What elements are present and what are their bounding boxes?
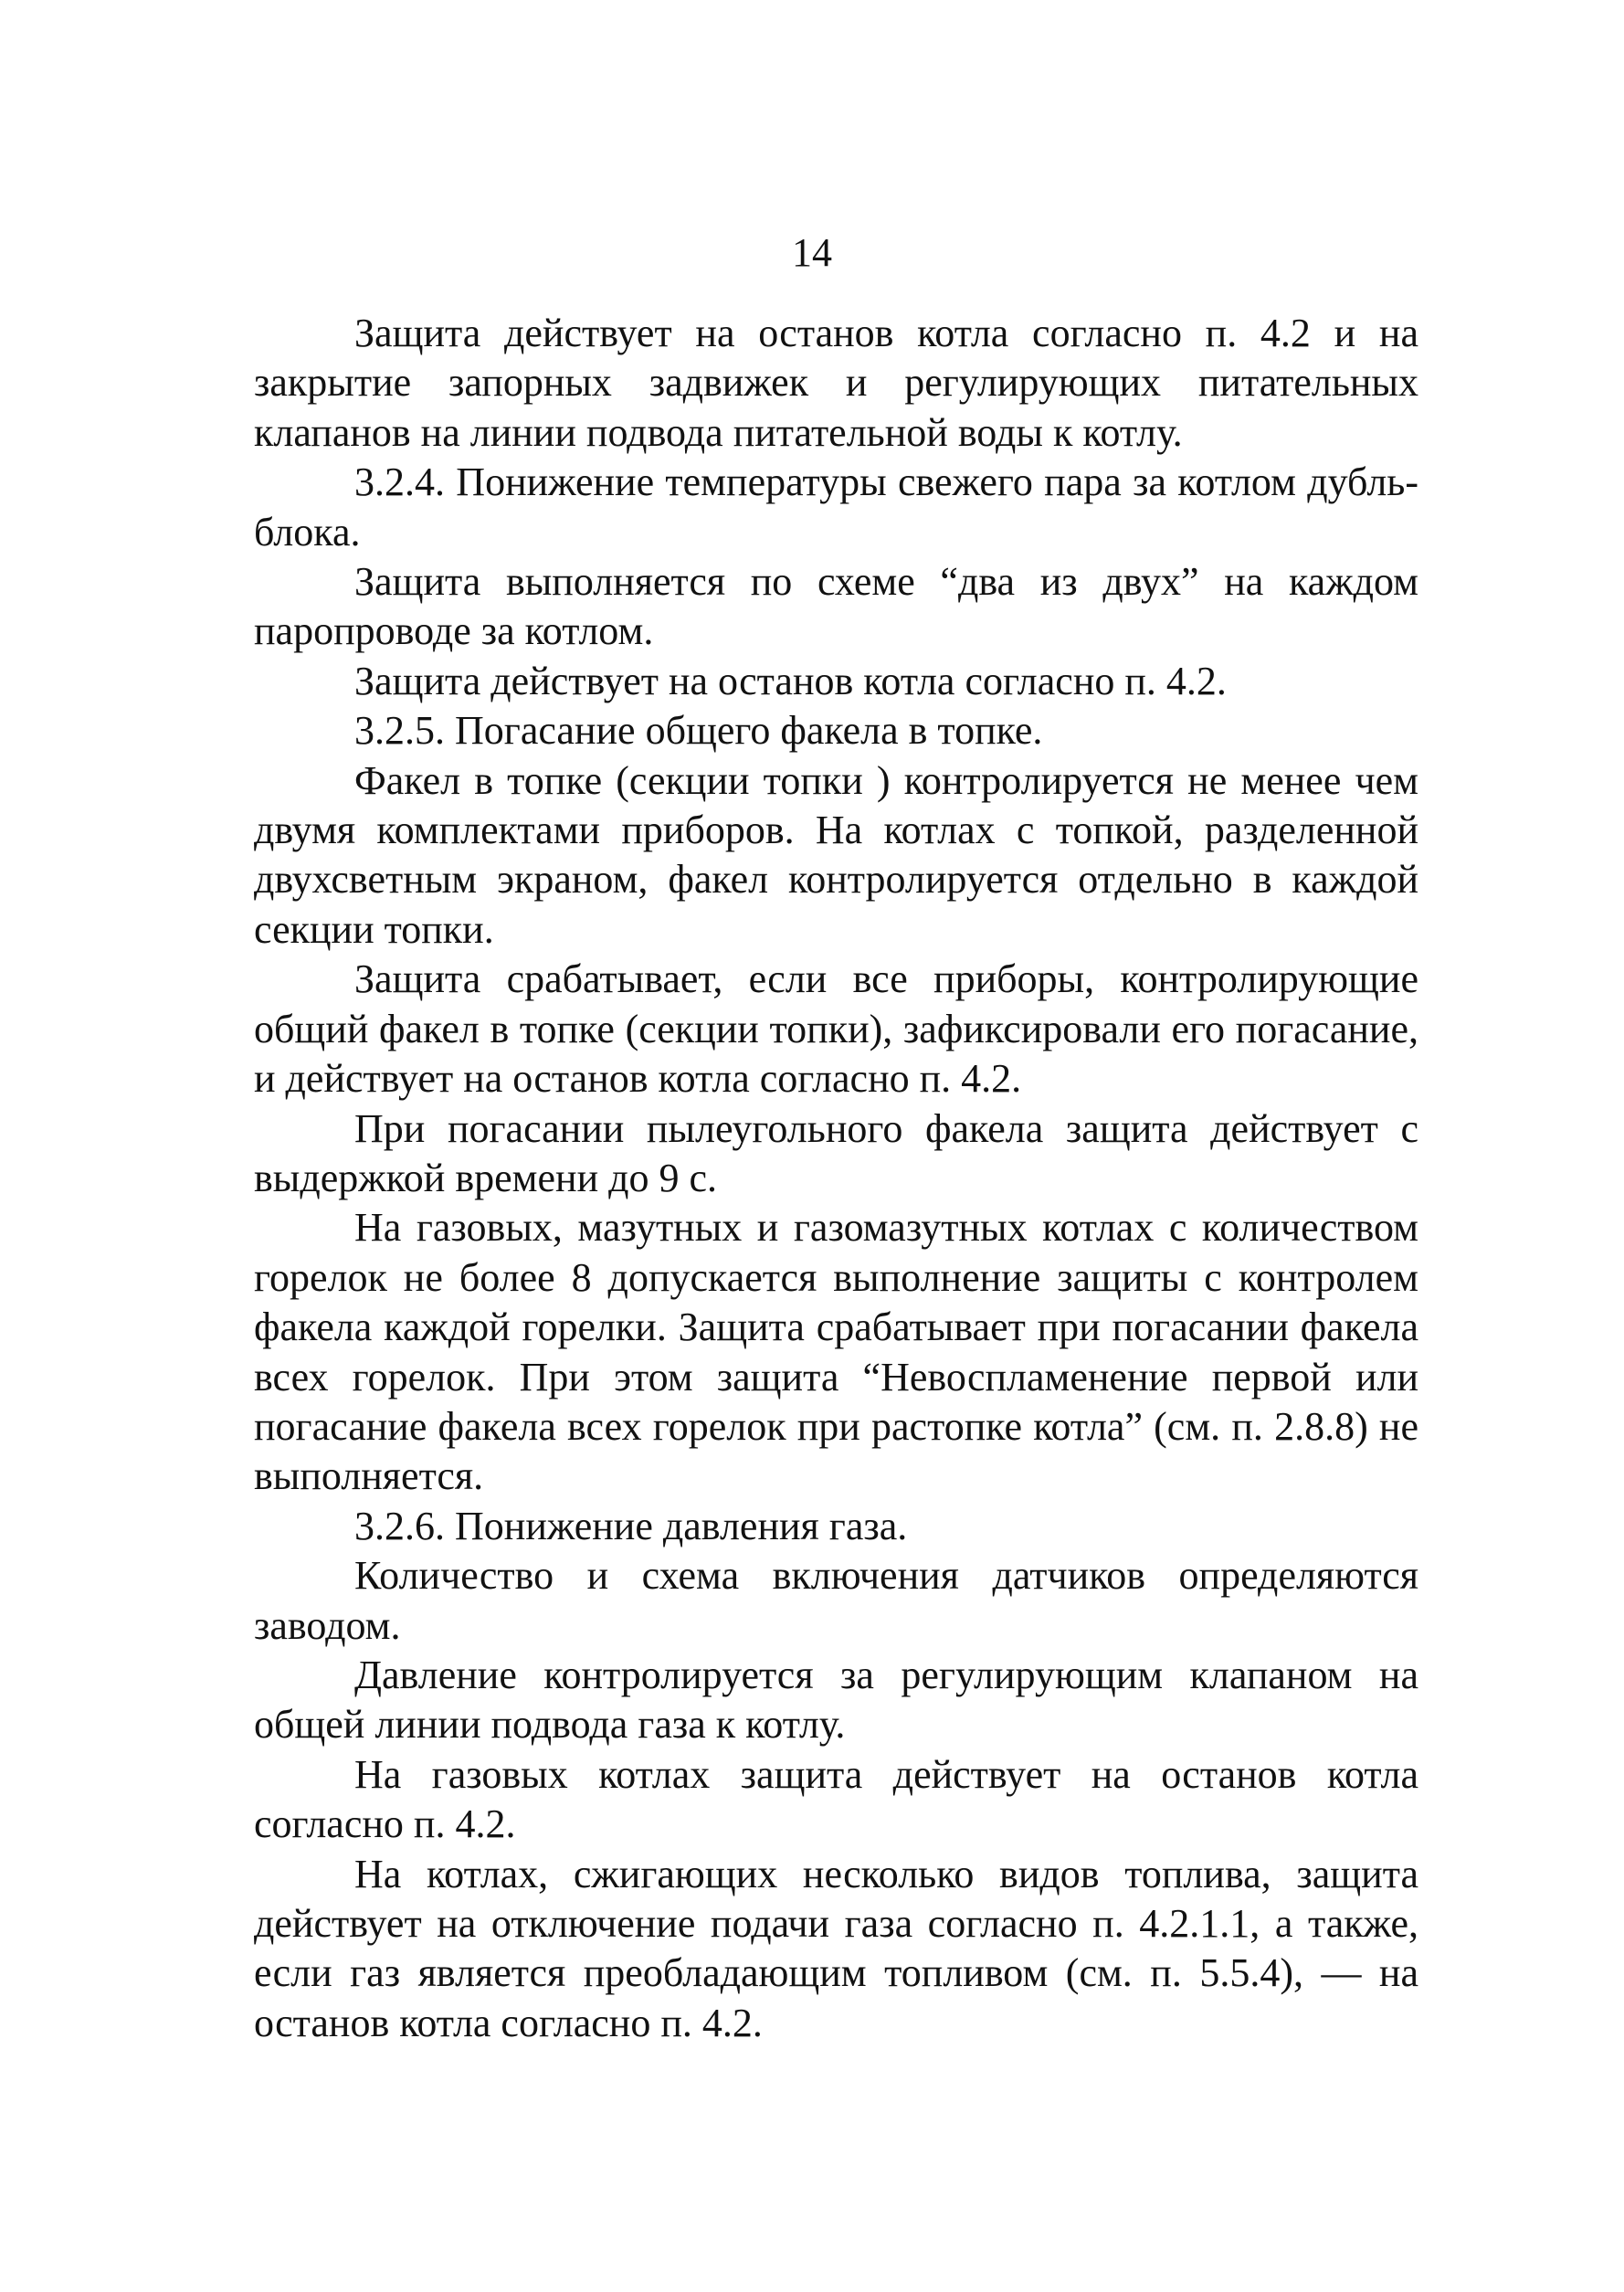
paragraph-gas-oil-burners: На газовых, мазутных и газомазутных котлах с количеством горелок не более 8 допускается выполнение защиты с контролем факела каждой горелки. Защита срабатывает при погасании факела всех горелок. При этом защита “Невоспламенение первой или погасание факела всех горелок при растопке котла” (см. п. 2.8.8) не выполняется. [254, 1205, 1418, 1499]
page-number: 14 [792, 230, 832, 275]
paragraph-protection-stop-and-valves: Защита действует на останов котла согласно п. 4.2 и на закрытие запорных задвижек и регулирующих питательных клапанов на линии подвода питательной воды к котлу. [254, 311, 1418, 455]
paragraph-two-of-two-scheme: Защита выполняется по схеме “два из двух” на каждом паропроводе за котлом. [254, 559, 1418, 654]
section-heading-3-2-6: 3.2.6. Понижение давления газа. [354, 1503, 908, 1548]
section-heading-3-2-4: 3.2.4. Понижение температуры свежего пара за котлом дубль-блока. [254, 459, 1418, 555]
paragraph-multi-fuel-boilers: На котлах, сжигающих несколько видов топлива, защита действует на отключение подачи газа согласно п. 4.2.1.1, а также, если газ является преобладающим топливом (см. п. 5.5.4), — на останов котла согласно п. 4.2. [254, 1851, 1418, 2045]
paragraph-gas-boilers: На газовых котлах защита действует на останов котла согласно п. 4.2. [254, 1751, 1418, 1847]
paragraph-pressure-control: Давление контролируется за регулирующим клапаном на общей линии подвода газа к котлу. [254, 1652, 1418, 1748]
paragraph-flame-control: Факел в топке (секции топки ) контролируется не менее чем двумя комплектами приборов. На котлах с топкой, разделенной двухсветным экраном, факел контролируется отдельно в каждой секции топки. [254, 757, 1418, 952]
paragraph-protection-triggers: Защита срабатывает, если все приборы, контролирующие общий факел в топке (секции топки), зафиксировали его погасание, и действует на останов котла согласно п. 4.2. [254, 956, 1418, 1102]
paragraph-sensors: Количество и схема включения датчиков определяются заводом. [254, 1553, 1418, 1648]
body-text [254, 309, 1418, 2048]
paragraph-protection-stop: Защита действует на останов котла согласно п. 4.2. [354, 658, 1227, 703]
paragraph-pulverized-coal-delay: При погасании пылеугольного факела защита действует с выдержкой времени до 9 с. [254, 1105, 1418, 1200]
section-heading-3-2-5: 3.2.5. Погасание общего факела в топке. [354, 708, 1043, 754]
